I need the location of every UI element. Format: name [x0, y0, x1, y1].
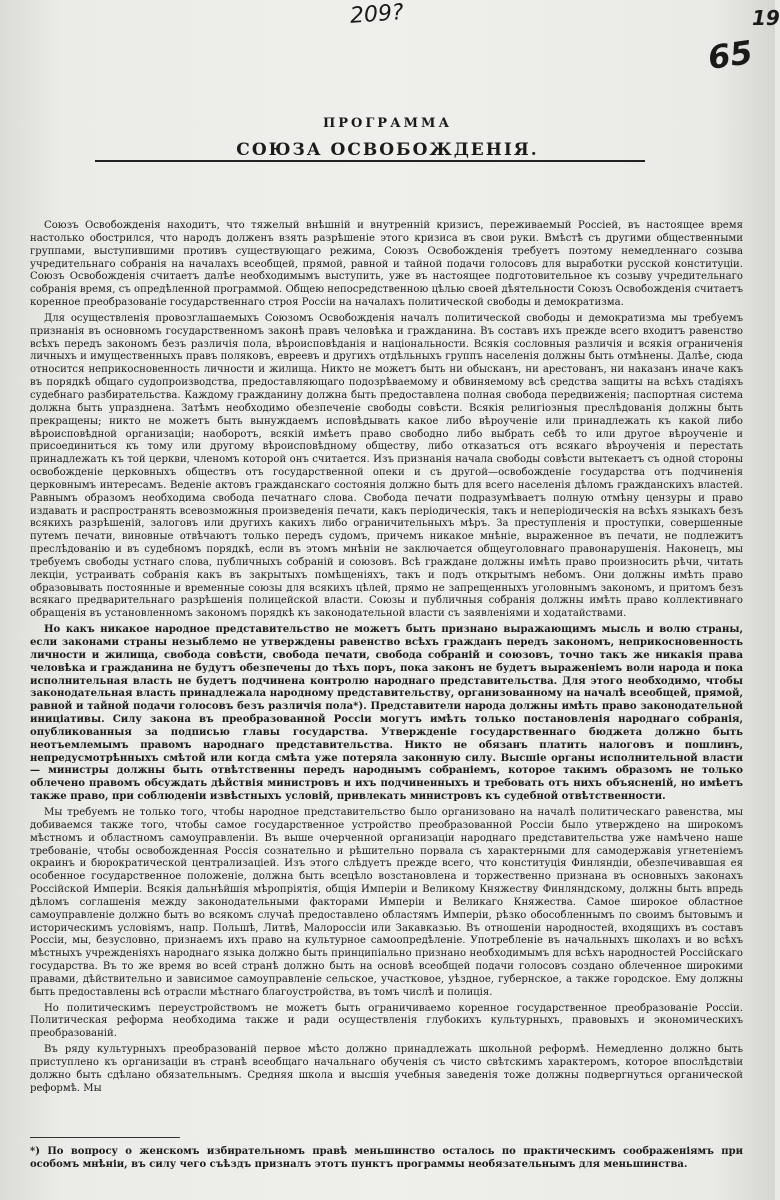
paragraph: Союзъ Освобожденія находитъ, что тяжелый внѣшній и внутренній кризисъ, переживаемый Россіей, въ настоящее время настолько обострился, что народъ долженъ взять разрѣшеніе этого кризиса въ свои руки. Вмѣстѣ съ другими общественными группами, выступившими противъ существующаго режима, Союзъ Освобожденія требуетъ поэтому немедленнаго созыва учредительнаго собранія на началахъ всеобщей, прямой, равной и тайной подачи голосовъ для выработки русской конституціи. Союзъ Освобожденія считаетъ далѣе необходимымъ выступить, уже въ настоящее подготовительное къ созыву учредительнаго собранія время, съ опредѣленной программой. Общею непосредственною цѣлью своей дѣятельности Союзъ Освобожденія считаетъ коренное преобразованіе государственнаго строя Россіи на началахъ политической свободы и демократизма. [30, 220, 743, 309]
handwritten-note-top: 209? [349, 0, 405, 29]
document-title: СОЮЗА ОСВОБОЖДЕНІЯ. [236, 140, 539, 160]
paragraph: Но политическимъ переустройствомъ не можетъ быть ограничиваемо коренное государственное преобразованіе Россіи. Политическая реформа необходима также и ради осуществленія глубокихъ культурныхъ, правовыхъ и экономическихъ преобразованій. [30, 1002, 743, 1040]
paragraph: Мы требуемъ не только того, чтобы народное представительство было организовано на началѣ политическаго равенства, мы добиваемся также того, чтобы самое государственное устройство преобразованной Россіи было утверждено на широкомъ мѣстномъ и областномъ самоуправленіи. Въ выше очерченной организаціи народнаго представительства уже намѣчено наше требованіе, чтобы освобожденная Россія сознательно и рѣшительно порвала съ характерными для самодержавія угнетеніемъ окраинъ и бюрократической централизаціей. Изъ этого слѣдуетъ прежде всего, что конституція Финляндіи, обезпечивавшая ея особенное государственное положеніе, должна быть всецѣло возстановлена и торжественно признана въ основныхъ законахъ Россійской Имперіи. Всякія дальнѣйшія мѣропріятія, общія Имперіи и Великому Княжеству Финляндскому, должны быть впредь дѣломъ соглашенія между законодательными факторами Имперіи и Великаго Княжества. Самое широкое областное самоуправленіе должно быть во всякомъ случаѣ предоставлено областямъ Имперіи, рѣзко обособленнымъ по своимъ бытовымъ и историческимъ условіямъ, напр. Польшѣ, Литвѣ, Малороссіи или Закавказью. Въ отношеніи народностей, входящихъ въ составъ Россіи, мы, безусловно, признаемъ ихъ право на культурное самоопредѣленіе. Употребленіе въ начальныхъ школахъ и во всѣхъ мѣстныхъ учрежденіяхъ народнаго языка должно быть принципіально признано необходимымъ для всѣхъ народностей Россійскаго государства. Въ то же время во всей странѣ должно быть на основѣ всеобщей подачи голосовъ создано облеченное широкими правами, дѣйствительно и зависимое самоуправленіе сельское, участковое, уѣздное, губернское, а также городское. Ему должны быть предоставлены всѣ отрасли мѣстнаго благоустройства, въ томъ числѣ и полиція. [30, 806, 743, 998]
title-underline [95, 160, 645, 162]
document-body [30, 220, 743, 1099]
document-title-label: ПРОГРАММА [322, 116, 453, 131]
paragraph: Для осуществленія провозглашаемыхъ Союзомъ Освобожденія началъ политической свободы и демократизма мы требуемъ признанія въ основномъ государственномъ законѣ правъ человѣка и гражданина. Въ составъ ихъ прежде всего входитъ равенство всѣхъ передъ закономъ безъ различія пола, вѣроисповѣданія и національности. Всякія сословныя различія и всякія ограниченія личныхъ и имущественныхъ правъ поляковъ, евреевъ и другихъ отдѣльныхъ группъ населенія должны быть отмѣнены. Далѣе, сюда относится неприкосновенность личности и жилища. Никто не можетъ быть ни обысканъ, ни арестованъ, ни наказанъ иначе какъ въ порядкѣ общаго судопроизводства, предоставляющаго подозрѣваемому и обвиняемому всѣ средства защиты на всѣхъ стадіяхъ судебнаго разбирательства. Каждому гражданину должна быть предоставлена полная свобода передвиженія; паспортная система должна быть упразднена. Затѣмъ необходимо обезпеченіе свободы совѣсти. Всякія религіозныя преслѣдованія должны быть прекращены; никто не можетъ быть вынуждаемъ исповѣдывать какое либо вѣроученіе или принадлежать къ какой либо вѣроисповѣдной организаціи; наоборотъ, всякій имѣетъ право свободно либо выбрать себѣ то или другое вѣроученіе и присоединиться къ тому или другому вѣроисповѣдному обществу, либо отказаться отъ всякаго вѣроученія и перестать принадлежать къ той церкви, членомъ которой онъ считается. Изъ признанія начала свободы совѣсти вытекаетъ съ одной стороны освобожденіе церковныхъ обществъ отъ государственной опеки и съ другой—освобожденіе государства отъ подчиненія церковнымъ интересамъ. Веденіе актовъ гражданскаго состоянія должно быть для всего населенія дѣломъ гражданскихъ властей. Равнымъ образомъ необходима свобода печатнаго слова. Свобода печати подразумѣваетъ полную отмѣну цензуры и право издавать и распространять всевозможныя произведенія печати, какъ періодическія, такъ и непеpіодическія на всѣхъ языкахъ безъ всякихъ разрѣшеній, залоговъ или другихъ какихъ либо ограничительныхъ мѣръ. За преступленія и проступки, совершенные путемъ печати, виновные отвѣчаютъ только передъ судомъ, причемъ никакое мнѣніе, выраженное въ печати, не подлежитъ преслѣдованію и въ судебномъ порядкѣ, если въ этомъ мнѣніи не заключается общеуголовнаго правонарушенія. Наконецъ, мы требуемъ свободы устнаго слова, публичныхъ собраній и союзовъ. Всѣ граждане должны имѣть право произносить рѣчи, читать лекціи, устраивать собранія какъ въ закрытыхъ помѣщеніяхъ, такъ и подъ открытымъ небомъ. Они должны имѣть право образовывать постоянные и временные союзы для всякихъ цѣлей, прямо не запрещенныхъ уголовнымъ закономъ, и притомъ безъ всякаго предварительнаго разрѣшенія полицейской власти. Союзы и публичныя собранія должны имѣть право коллективнаго обращенія въ установленномъ закономъ порядкѣ къ законодательной власти съ заявленіями и ходатайствами. [30, 312, 743, 620]
footnote: *) По вопросу о женскомъ избирательномъ правѣ меньшинство осталось по практическимъ соображеніямъ при особомъ мнѣніи, въ силу чего съѣздъ призналъ этотъ пунктъ программы необязательнымъ для меньшинства. [30, 1146, 743, 1170]
handwritten-page-number: 19 [752, 6, 780, 30]
paragraph: Въ ряду культурныхъ преобразованій первое мѣсто должно принадлежать школьной реформѣ. Немедленно должно быть приступлено къ организаціи въ странѣ всеобщаго начальнаго обученія съ чисто свѣтскимъ характеромъ, которое впослѣдствіи должно быть сдѣлано обязательнымъ. Средняя школа и высшія учебныя заведенія тоже должны подвергнуться органической реформѣ. Мы [30, 1044, 743, 1094]
handwritten-folio-number: 65 [705, 33, 755, 77]
paragraph: Но какъ никакое народное представительство не можетъ быть признано выражающимъ мысль и волю страны, если законами страны незыблемо не утверждены равенство всѣхъ гражданъ передъ закономъ, неприкосновенность личности и жилища, свобода совѣсти, свобода печати, свобода собраній и союзовъ, точно такъ же никакія права человѣка и гражданина не будутъ обезпечены до тѣхъ поръ, пока законъ не будетъ выраженіемъ воли народа и пока исполнительная власть не будетъ подчинена контролю народнаго представительства. Для этого необходимо, чтобы законодательная власть принадлежала народному представительству, организованному на началѣ всеобщей, прямой, равной и тайной подачи голосовъ безъ различія пола*). Представители народа должны имѣть право законодательной иниціативы. Силу закона въ преобразованной Россіи могутъ имѣть только постановленія народнаго собранія, опубликованныя за подписью главы государства. Утвержденіе государственнаго бюджета должно быть неотъемлемымъ правомъ народнаго представительства. Никто не обязанъ платить налоговъ и пошлинъ, непредусмотрѣнныхъ смѣтой или когда смѣта уже потеряла законную силу. Высшіе органы исполнительной власти — министры должны быть отвѣтственны передъ народнымъ собраніемъ, которое такимъ образомъ не только облечено правомъ обсуждать дѣйствія министровъ и ихъ подчиненныхъ и требовать отъ нихъ объясненій, но имѣетъ также право, при соблюденіи извѣстныхъ условій, привлекать министровъ къ судебной отвѣтственности. [30, 624, 743, 803]
footnote-divider [30, 1137, 180, 1138]
